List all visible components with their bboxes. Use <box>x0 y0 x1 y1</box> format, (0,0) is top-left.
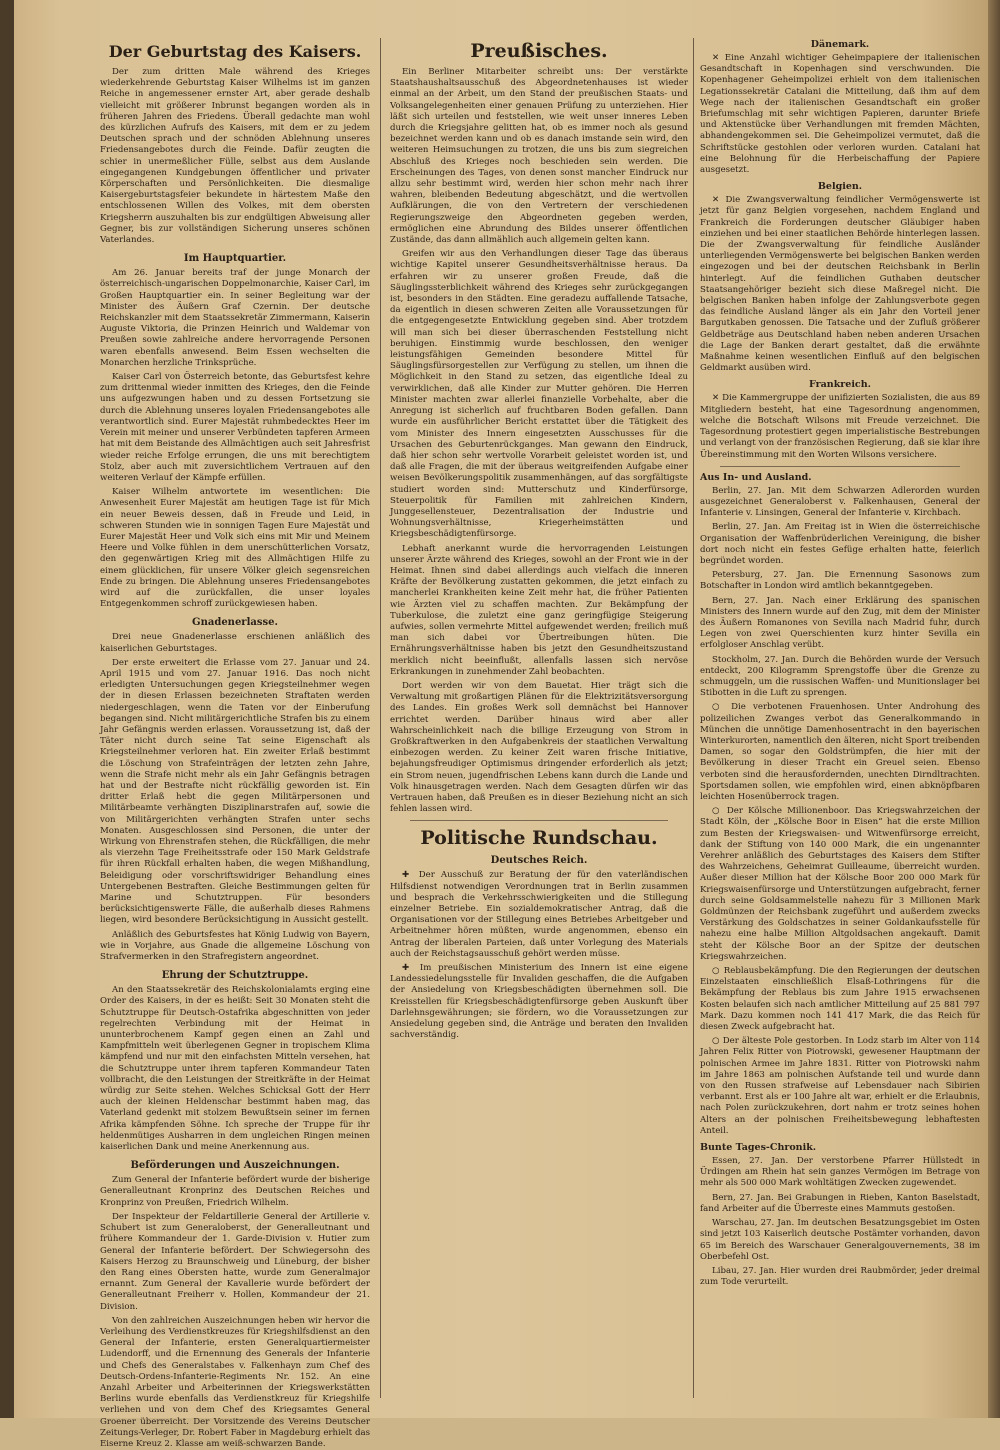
section-heading: Aus In- und Ausland. <box>700 471 812 483</box>
column-rule <box>693 38 694 1398</box>
divider <box>410 820 668 821</box>
section-heading: Im Hauptquartier. <box>183 253 287 265</box>
news-item: Warschau, 27. Jan. Im deutschen Besatzungsgebiet im Osten sind jetzt 103 Kaiserlich deutsche Postämter vorhanden, davon 65 im Bereich des Warschauer Generalgouvernements, 38 im Oberbefehl Ost. <box>700 1218 980 1262</box>
section-heading: Gnadenerlasse. <box>192 617 278 629</box>
paragraph: Ein Berliner Mitarbeiter schreibt uns: Der verstärkte Staatshaushaltsausschuß des Abgeordnetenhauses ist wieder einmal an der Arbeit, um den Stand der preußischen Staats- und Volksangelegenheiten einer genauen Prüfung zu unterziehen. Hier läßt sich urteilen und feststellen, wie weit unser inneres Leben durch die Kriegsjahre gelitten hat, ob es immer noch als gesund bezeichnet werden kann und ob es danach imstande sein wird, den weiteren Heimsuchungen zu trotzen, die uns bis zum siegreichen Abschluß des Krieges noch beschieden sein werden. Die Erscheinungen des Tages, von denen sonst mancher Eindruck nur allzu sehr bestimmt wird, werden hier schon mehr nach ihrer wahren, bleibenden Bedeutung abgeschätzt, und die wertvollen Aufklärungen, die von den Vertretern der verschiedenen Regierungszweige den Abgeordneten gegeben werden, ermöglichen eine Abrundung des Bildes unserer öffentlichen Zustände, das dann allmählich auch allgemein gelten kann. <box>390 67 688 246</box>
news-item: Stockholm, 27. Jan. Durch die Behörden wurde der Versuch entdeckt, 200 Kilogramm Sprengstoffe über die Grenze zu schmuggeln, um die russischen Waffen- und Munitionslager bei Stibotten in die Luft zu sprengen. <box>700 654 980 699</box>
paragraph: Am 26. Januar bereits traf der junge Monarch der österreichisch-ungarischen Doppelmonarchie, Kaiser Carl, im Großen Hauptquartier ein. In seiner Begleitung war der Minister des Äußern Graf Czernin. Der deutsche Reichskanzler mit dem Staatssekretär Zimmermann, Kaiserin Auguste Viktoria, die Prinzen Heinrich und Waldemar von Preußen sowie zahlreiche andere hervorragende Personen waren ebenfalls anwesend. Beim Essen wechselten die Monarchen herzliche Trinksprüche. <box>100 268 370 368</box>
paragraph: Kaiser Wilhelm antwortete im wesentlichen: Die Anwesenheit Eurer Majestät am heutigen Tage ist für Mich ein neuer Beweis dessen, daß in Freude und Leid, in schweren Stunden wie in sonnigen Tagen Eure Majestät und Eurer Majestät Heer und Volk sich eins mit Mir und Meinem Heere und Volke fühlen in dem unerschütterlichen Vorsatz, den gegenwärtigen Krieg mit des Allmächtigen Hilfe zu einem glücklichen, für unsere Völker gleich segensreichen Ende zu bringen. Die Ablehnung unseres Friedensangebotes wird auf die zurückfallen, die unser loyales Entgegenkommen schroff zurückgewiesen haben. <box>100 487 370 610</box>
article-title-rundschau: Politische Rundschau. <box>420 827 658 850</box>
section-heading: Dänemark. <box>810 39 870 50</box>
paragraph: ✚ Der Ausschuß zur Beratung der für den vaterländischen Hilfsdienst notwendigen Verordnungen trat in Berlin zusammen und besprach die Verkehrsschwierigkeiten und die Stillegung einzelner Betriebe. Ein sozialdemokratischer Antrag, daß die Organisationen vor der Stillegung eines Betriebes Arbeitgeber und Arbeitnehmer hören müßten, wurde angenommen, ebenso ein Antrag der liberalen Parteien, daß unter Vorlegung des Materials auch der Reichstagsausschuß gehört werden müsse. <box>390 870 688 959</box>
page-edge <box>988 0 1000 1418</box>
news-item: Essen, 27. Jan. Der verstorbene Pfarrer Hüllstedt in Ürdingen am Rhein hat sein ganzes Vermögen im Betrage von mehr als 500 000 Mark wohltätigen Zwecken zugewendet. <box>700 1156 980 1189</box>
column-left <box>100 34 370 1449</box>
paragraph: Zum General der Infanterie befördert wurde der bisherige Generalleutnant Kronprinz des Deutschen Reiches und Kronprinz von Preußen, Friedrich Wilhelm. <box>100 1175 370 1208</box>
news-item: ○ Der älteste Pole gestorben. In Lodz starb im Alter von 114 Jahren Felix Ritter von Piotrowski, gewesener Hauptmann der polnischen Armee im Jahre 1831. Ritter von Piotrowski nahm im Jahre 1863 am polnischen Aufstande teil und wurde dann von den Russen strafweise auf Lebensdauer nach Sibirien verbannt. Erst als er 100 Jahre alt war, erhielt er die Erlaubnis, nach Polen zurückzukehren, dort nahm er trotz seines hohen Alters an der polnischen Freiheitsbewegung lebhaftesten Anteil. <box>700 1036 980 1136</box>
news-item: Berlin, 27. Jan. Am Freitag ist in Wien die österreichische Organisation der Waffenbrüderlichen Vereinigung, die bisher dort noch nicht ein festes Gefüge erhalten hatte, feierlich begründet worden. <box>700 522 980 566</box>
news-item: ○ Der Kölsche Millionenboor. Das Kriegswahrzeichen der Stadt Köln, der „Kölsche Boor in Eisen“ hat die erste Million zum Besten der Kriegswaisen- und Witwenfürsorge erreicht, dank der Stiftung von 140 000 Mark, die ein ungenannter Verehrer anläßlich des Geburtstages des Kaisers dem Stifter des Wahrzeichens, Geheimrat Guilleaume, überreicht wurden. Außer dieser Million hat der Kölsche Boor 200 000 Mark für Kriegswaisenfürsorge und Unterstützungen aufgebracht, ferner durch seine Goldsammelstelle nahezu für 3 Millionen Mark Goldmünzen der Reichsbank zugeführt und außerdem zwecks Verstärkung des Goldschatzes in seiner Goldankaufsstelle für nahezu eine halbe Million Altgoldsachen angekauft. Damit steht der Kölsche Boor an der Spitze der deutschen Kriegswahrzeichen. <box>700 806 980 962</box>
article-title-preussisches: Preußisches. <box>470 40 608 62</box>
section-heading: Beförderungen und Auszeichnungen. <box>130 1160 340 1172</box>
paragraph: Dort werden wir von dem Bauetat. Hier trägt sich die Verwaltung mit großartigen Plänen für die Elektrizitätsversorgung des Landes. Ein großes Werk soll demnächst bei Hannover errichtet werden. Darüber hinaus wird aber aller Wahrscheinlichkeit nach die billige Erzeugung von Strom in Großkraftwerken in den Aufgabenkreis der staatlichen Verwaltung einbezogen werden. Zu keiner Zeit waren frische Initiative, bejahungsfreudiger Optimismus dringender erforderlich als jetzt; ein Strom neuen, jugendfrischen Lebens kann durch die Lande und Volk hinausgetragen werden. Nach dem Gesagten dürfen wir das Vertrauen haben, daß Preußen es in dieser Beziehung nicht an sich fehlen lassen wird. <box>390 680 688 815</box>
column-middle <box>390 34 688 1404</box>
paragraph: ✕ Die Kammergruppe der unifizierten Sozialisten, die aus 89 Mitgliedern besteht, hat eine Tagesordnung angenommen, welche die Botschaft Wilsons mit Freude verzeichnet. Die Tagesordnung protestiert gegen imperialistische Bestrebungen und verlangt von der französischen Regierung, daß sie klar ihre Übereinstimmung mit den Worten Wilsons versichere. <box>700 393 980 460</box>
paragraph: ✕ Eine Anzahl wichtiger Geheimpapiere der italienischen Gesandtschaft in Kopenhagen sind verschwunden. Die Kopenhagener Geheimpolizei erhielt von dem italienischen Legationssekretär Catalani die Mitteilung, daß ihm auf dem Wege nach der italienischen Gesandtschaft ein großer Briefumschlag mit sehr wichtigen Papieren, darunter Briefe und Aktenstücke über Verhandlungen mit fremden Mächten, abhandengekommen sei. Die Geheimpolizei vermutet, daß die Schriftstücke gestohlen oder verloren wurden. Catalani hat eine Belohnung für die Herbeischaffung der Papiere ausgesetzt. <box>700 53 980 176</box>
news-item: Bern, 27. Jan. Nach einer Erklärung des spanischen Ministers des Innern wurde auf den Zug, mit dem der Minister des Äußern Romanones von Sevilla nach Madrid fuhr, durch Legen von zwei Querschienten kurz hinter Sevilla ein erfolgloser Anschlag verübt. <box>700 595 980 651</box>
article-title-kaiser: Der Geburtstag des Kaisers. <box>108 42 362 61</box>
news-item: Bern, 27. Jan. Bei Grabungen in Rieben, Kanton Baselstadt, fand Arbeiter auf die Überreste eines Mammuts gestoßen. <box>700 1192 980 1214</box>
paragraph: Der erste erweitert die Erlasse vom 27. Januar und 24. April 1915 und vom 27. Januar 1916. Das noch nicht erledigten Untersuchungen gegen Kriegsteilnehmer wegen der in diesen Erlassen bezeichneten Straftaten werden niedergeschlagen, wenn die Taten vor der Einberufung begangen sind. Nicht militärgerichtliche Strafen bis zu einem Jahr Gefängnis werden erlassen. Voraussetzung ist, daß der Täter nicht durch seine Tat seine Eigenschaft als Kriegsteilnehmer verloren hat. Ein zweiter Erlaß bestimmt die Löschung von Strafeinträgen der letzten zehn Jahre, wenn die Strafe nicht mehr als ein Jahr Gefängnis betragen hat und der Bestrafte nicht rückfällig geworden ist. Ein dritter Erlaß hebt die gegen Militärpersonen und Militärbeamte verhängten Disziplinarstrafen auf, sowie die von Militärgerichten verhängten Strafen unter sechs Monaten. Ausgeschlossen sind Personen, die unter der Wirkung von Ehrenstrafen stehen, die Rückfälligen, die mehr als vierzehn Tage Freiheitsstrafe oder 150 Mark Geldstrafe für ihren Rückfall erhalten haben, die wegen Mißhandlung, Beleidigung oder vorschriftswidriger Behandlung eines Untergebenen Bestraften. Gleiche Bestimmungen gelten für Marine und Schutztruppen. Für besonders berücksichtigenswerte Fälle, die außerhalb dieses Rahmens liegen, wird besondere Berücksichtigung in Aussicht gestellt. <box>100 657 370 926</box>
paragraph: Anläßlich des Geburtsfestes hat König Ludwig von Bayern, wie in Vorjahre, aus Gnade die allgemeine Löschung von Strafvermerken in den Strafregistern angeordnet. <box>100 929 370 963</box>
news-item: Libau, 27. Jan. Hier wurden drei Raubmörder, jeder dreimal zum Tode verurteilt. <box>700 1265 980 1288</box>
paragraph: Greifen wir aus den Verhandlungen dieser Tage das überaus wichtige Kapitel unserer Gesundheitsverhältnisse heraus. Da erfahren wir zu unserer großen Freude, daß die Säuglingssterblichkeit während des Krieges sehr zurückgegangen ist, besonders in den Städten. Eine geradezu auffallende Tatsache, da eigentlich in diesen schweren Zeiten alle Voraussetzungen für die entgegengesetzte Entwicklung gegeben sind. Aber trotzdem will man sich bei dieser überraschenden Feststellung nicht beruhigen. Einstimmig wurde beschlossen, den weniger leistungsfähigen Gemeinden besondere Mittel für Säuglingsfürsorgestellen zur Verfügung zu stellen, um ihnen die Möglichkeit in den Stand zu setzen, das eigentliche Ideal zu verwirklichen, daß alle Kinder zur Mutter gehören. Die Herren Minister machten zwar allerlei finanzielle Vorbehalte, aber die Anregung ist sicherlich auf fruchtbaren Boden gefallen. Dann wurde ein ausführlicher Bericht erstattet über die Tätigkeit des vom Minister des Innern eingesetzten Ausschusses für die Ursachen des Geburtenrückganges. Man gewann den Eindruck, daß hier schon sehr wertvolle Vorarbeit geleistet worden ist, und daß alle Fragen, die mit der überaus weitgreifenden Aufgabe einer weisen Bevölkerungspolitik zusammenhängen, auf das sorgfältigste studiert worden sind: Mutterschutz und Kinderfürsorge, Steuerpolitik für Familien mit zahlreichen Kindern, Junggesellensteuer, Dezentralisation der Industrie und Wohnungsverhältnisse, Kriegerheimstätten und Kriegsbeschädigtenfürsorge. <box>390 249 688 540</box>
section-heading: Ehrung der Schutztruppe. <box>161 970 309 982</box>
section-heading: Belgien. <box>817 181 863 193</box>
column-right <box>700 34 980 1404</box>
book-binding <box>0 0 14 1418</box>
section-heading: Deutsches Reich. <box>490 855 588 867</box>
news-item: ○ Reblausbekämpfung. Die den Regierungen der deutschen Einzelstaaten einschließlich Elsaß-Lothringens für die Bekämpfung der Reblaus bis zum Jahre 1915 erwachsenen Kosten belaufen sich nach amtlicher Mitteilung auf 25 881 797 Mark. Dazu kommen noch 141 417 Mark, die das Reich für diesen Zweck aufgebracht hat. <box>700 966 980 1033</box>
paragraph: ✚ Im preußischen Ministerium des Innern ist eine eigene Landessiedelungsstelle für Invaliden geschaffen, die die Aufgaben der Ansiedelung von Kriegsbeschädigten übernehmen soll. Die Kreisstellen für Kriegsbeschädigtenfürsorge geben Auskunft über Darlehnsgewährungen; sie fördern, wo die Voraussetzungen zur Ansiedelung gegeben sind, die Anträge und beraten den Invaliden sachverständig. <box>390 963 688 1041</box>
paragraph: Drei neue Gnadenerlasse erschienen anläßlich des kaiserlichen Geburtstages. <box>100 632 370 654</box>
divider <box>720 466 960 467</box>
paragraph: Lebhaft anerkannt wurde die hervorragenden Leistungen unserer Ärzte während des Krieges, sowohl an der Front wie in der Heimat. Ihnen sind dabei allerdings auch vielfach die inneren Kräfte der Bevölkerung zustatten gekommen, die jetzt einfach zu mancherlei Krankheiten keine Zeit mehr hat, die früher Patienten wie Ärzten viel zu schaffen machten. Zur Bekämpfung der Tuberkulose, die zuletzt eine ganz geringfügige Steigerung aufwies, sollen vermehrte Mittel aufgewendet werden; freilich muß man sich dabei vor Übertreibungen hüten. Die Ernährungsverhältnisse haben bis jetzt den Gesundheitszustand merklich nicht beeinflußt, allenfalls lassen sich nervöse Erkrankungen in zunehmender Zahl beobachten. <box>390 543 688 677</box>
section-heading: Bunte Tages-Chronik. <box>700 1142 817 1154</box>
paragraph: Kaiser Carl von Österreich betonte, das Geburtsfest kehre zum drittenmal wieder inmitten des Krieges, den die Feinde uns aufgezwungen haben und zu dessen Fortsetzung sie durch die Ablehnung unseres loyalen Friedensangebotes alle verantwortlich sind. Eurer Majestät ruhmbedecktes Heer im Verein mit meiner und unserer Verbündeten tapferen Armeen hat mit dem Beistande des Allmächtigen auch seit Jahresfrist wieder reiche Erfolge errungen, die uns mit berechtigtem Stolz, aber auch mit zuversichtlichem Vertrauen auf den weiteren Verlauf der Kämpfe erfüllen. <box>100 372 370 483</box>
news-item: Petersburg, 27. Jan. Die Ernennung Sasonows zum Botschafter in London wird amtlich bekanntgegeben. <box>700 570 980 592</box>
section-heading: Frankreich. <box>809 379 871 391</box>
news-item: ○ Die verbotenen Frauenhosen. Unter Androhung des polizeilichen Zwanges verbot das Generalkommando in München die unnötige Damenhosentracht in den bayerischen Winterkurorten, namentlich den älteren, nicht Sport treibenden Damen, so sogar den Goldstrümpfen, die hier mit der Bevölkerung in dieser Tracht ein Greuel seien. Ebenso verboten sind die herausfordernden, unechten Dirndltrachten. Sportsdamen sollen, wie empfohlen wird, einen abknöpfbaren leichten Hosenüberrock tragen. <box>700 702 980 802</box>
paragraph: Von den zahlreichen Auszeichnungen heben wir hervor die Verleihung des Verdienstkreuzes für Kriegshilfsdienst an den General der Infanterie, ersten Generalquartiermeister Ludendorff, und die Ernennung des Generals der Infanterie und Chefs des Generalstabes v. Falkenhayn zum Chef des Deutsch-Ordens-Infanterie-Regiments Nr. 152. An eine Anzahl Arbeiter und Arbeiterinnen der Kriegswerkstätten Berlins wurde ebenfalls das Verdienstkreuz für Kriegshilfe verliehen und von dem Chef des Kriegsamtes General Groener überreicht. Der Vorsitzende des Vereins Deutscher Zeitungs-Verleger, Dr. Robert Faber in Magdeburg erhielt das Eiserne Kreuz 2. Klasse am weiß-schwarzen Bande. <box>100 1315 370 1449</box>
news-item: Berlin, 27. Jan. Mit dem Schwarzen Adlerorden wurden ausgezeichnet Generaloberst v. Falkenhausen, General der Infanterie v. Linsingen, General der Infanterie v. Kirchbach. <box>700 485 980 519</box>
paragraph: An den Staatssekretär des Reichskolonialamts erging eine Order des Kaisers, in der es heißt: Seit 30 Monaten steht die Schutztruppe für Deutsch-Ostafrika abgeschnitten von jeder regelrechten Verbindung mit der Heimat in ununterbrochenem Kampf gegen einen an Zahl und Kampfmitteln weit überlegenen Gegner in tropischem Klima kämpfend und nur mit den einfachsten Mitteln versehen, hat die Schutztruppe unter ihrem tapferen Kommandeur Taten vollbracht, die den Leistungen der Streitkräfte in der Heimat würdig zur Seite stehen. Welches Schicksal Gott der Herr auch der kleinen Heldenschar bestimmt haben mag, das Vaterland gedenkt mit stolzem Bewußtsein seiner im fernen Afrika kämpfenden Söhne. Ich spreche der Truppe für ihr heldenmütiges Ausharren in dem ungleichen Ringen meinen kaiserlichen Dank und meine Anerkennung aus. <box>100 985 370 1153</box>
paragraph: ✕ Die Zwangsverwaltung feindlicher Vermögenswerte ist jetzt für ganz Belgien vorgesehen, nachdem England und Frankreich die Forderungen deutscher Gläubiger haben einziehen und bei einer staatlichen Behörde hinterlegen lassen. Die der Zwangsverwaltung für feindliche Ausländer unterliegenden Vermögenswerte bei belgischen Banken werden eingezogen und bei der deutschen Reichsbank in Berlin hinterlegt. Auf die feindlichen Guthaben deutscher Staatsangehöriger bezieht sich diese Maßregel nicht. Die belgischen Banken haben infolge der Zahlungsverbote gegen das feindliche Ausland länger als ein Jahr den Vorteil jener Bargutkaben genossen. Die Tatsache und der Zufluß größerer Geldbeträge aus Deutschland haben neben anderen Ursachen die Lage der Banken derart gestaltet, daß die erwähnte Maßnahme keinen wesentlichen Einfluß auf den belgischen Geldmarkt ausüben wird. <box>700 195 980 374</box>
paragraph: Der Inspekteur der Feldartillerie General der Artillerie v. Schubert ist zum Generaloberst, der Generalleutnant und frühere Kommandeur der 1. Garde-Division v. Hutier zum General der Infanterie befördert. Der Schwiegersohn des Kaisers Herzog zu Braunschweig und Lüneburg, der bisher den Rang eines Obersten hatte, wurde zum Generalmajor ernannt. Zum General der Kavallerie wurde befördert der Generalleutnant Freiherr v. Hollen, Kommandeur der 21. Division. <box>100 1211 370 1312</box>
column-rule <box>380 38 381 1398</box>
paragraph: Der zum dritten Male während des Krieges wiederkehrende Geburtstag Kaiser Wilhelms ist im ganzen Reiche in angemessener ernster Art, aber gerade deshalb vielleicht mit größerer Inbrunst begangen worden als in früheren Jahren des Friedens. Überall gedachte man wohl des kürzlichen Aufrufs des Kaisers, mit dem er zu jedem Deutschen sprach und der schnöden Ablehnung unseres Friedensangebotes durch die Feinde. Dafür zeugten die schier in unermeßlicher Fülle, selbst aus dem Auslande eingegangenen Kundgebungen öffentlicher und privater Körperschaften und Persönlichkeiten. Die diesmalige Kaisergeburtstagsfeier bekundete in härtestem Maße den entschlossenen Willen des Volkes, mit dem obersten Kriegsherrn auszuhalten bis zur endgültigen Abweisung aller Gegner, bis zur vollständigen Sicherung unseres schönen Vaterlandes. <box>100 67 370 246</box>
